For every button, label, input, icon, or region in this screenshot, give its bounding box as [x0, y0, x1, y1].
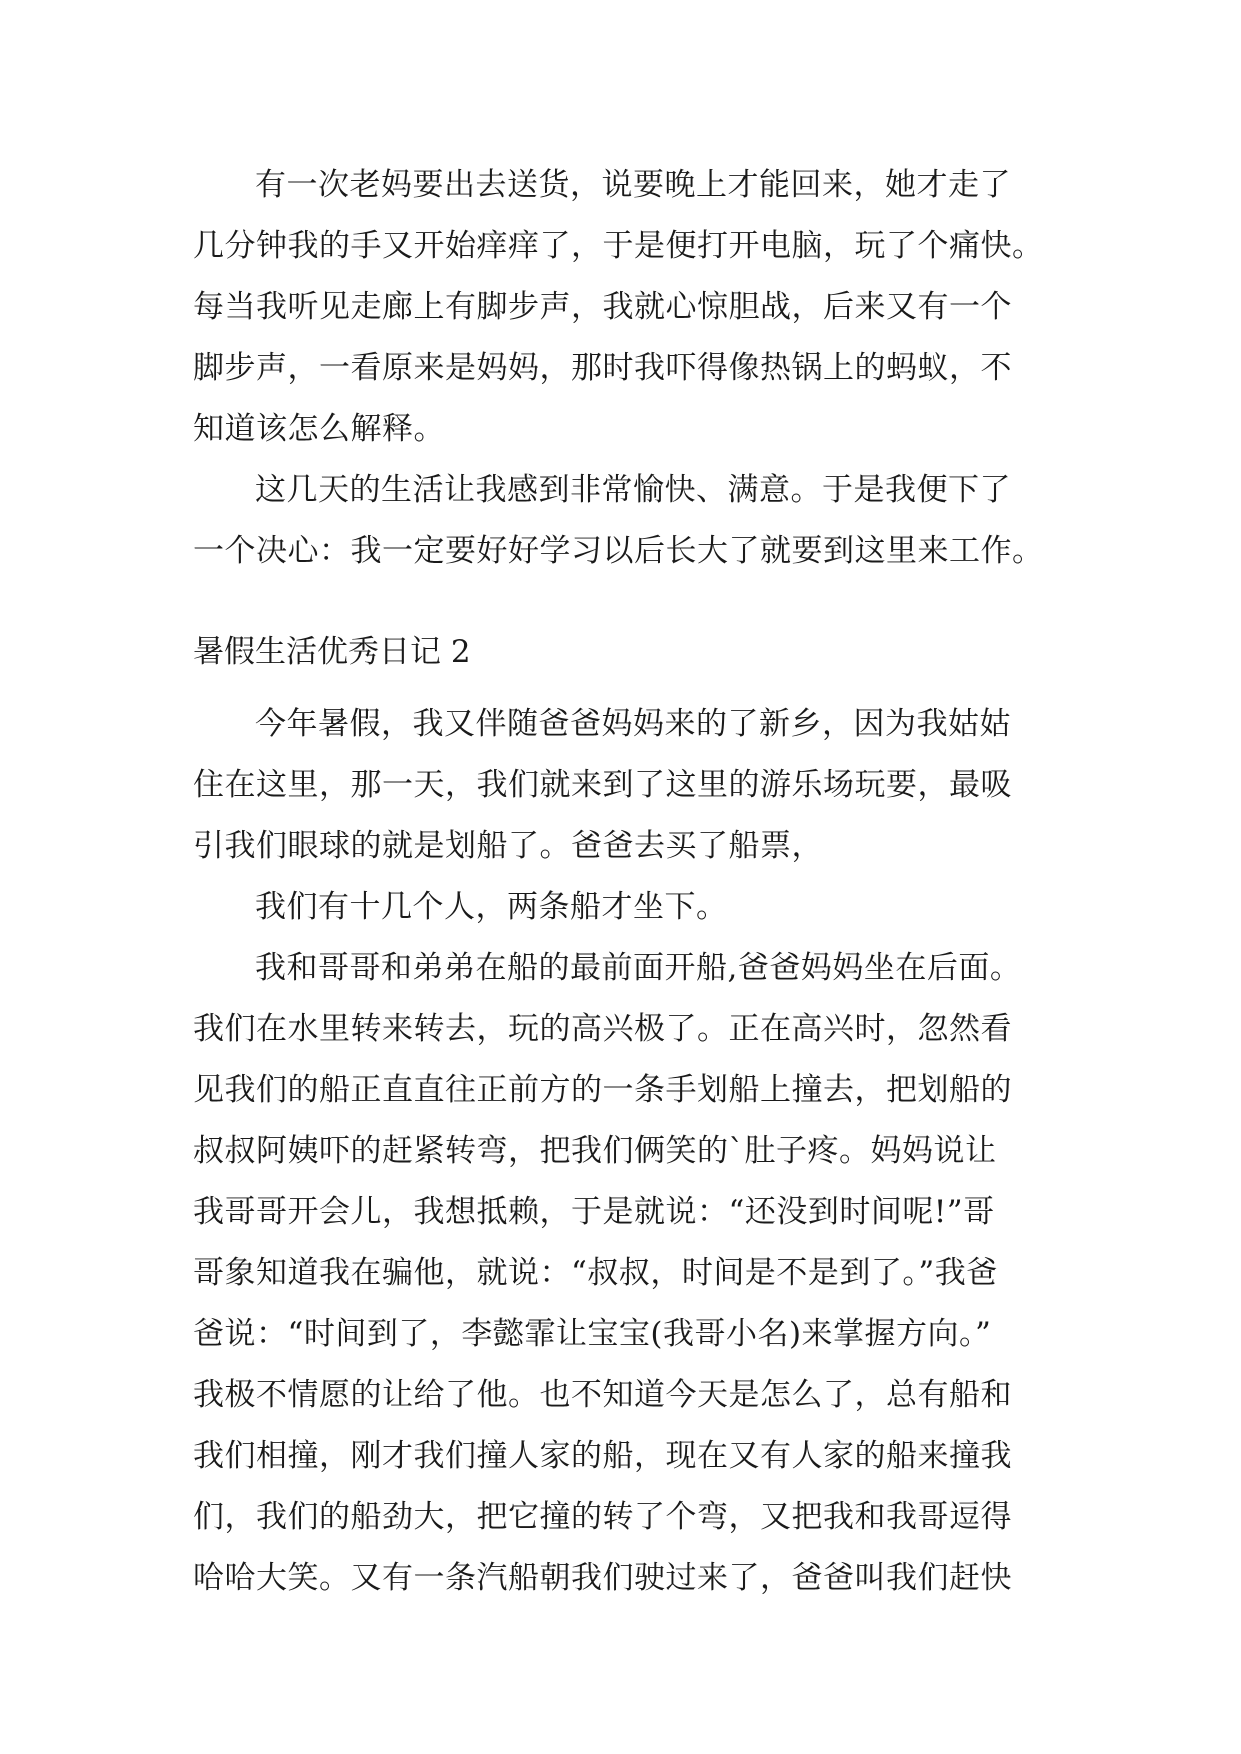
paragraph-line: 哥象知道我在骗他，就说：“叔叔，时间是不是到了。”我爸	[193, 1255, 998, 1291]
paragraph-line: 有一次老妈要出去送货，说要晚上才能回来，她才走了	[255, 167, 1011, 203]
paragraph-line: 爸说：“时间到了，李懿霏让宝宝(我哥小名)来掌握方向。”	[193, 1316, 992, 1352]
paragraph-line: 一个决心：我一定要好好学习以后长大了就要到这里来工作。	[193, 533, 1044, 569]
paragraph-line: 见我们的船正直直往正前方的一条手划船上撞去，把划船的	[193, 1072, 1012, 1108]
paragraph-line: 几分钟我的手又开始痒痒了，于是便打开电脑，玩了个痛快。	[193, 228, 1044, 264]
paragraph-line: 们，我们的船劲大，把它撞的转了个弯，又把我和我哥逗得	[193, 1499, 1012, 1535]
paragraph-line: 我们有十几个人，两条船才坐下。	[255, 889, 728, 925]
paragraph-line: 知道该怎么解释。	[193, 411, 445, 447]
section-heading: 暑假生活优秀日记 2	[193, 634, 471, 670]
paragraph-line: 住在这里，那一天，我们就来到了这里的游乐场玩要，最吸	[193, 767, 1012, 803]
paragraph-line: 这几天的生活让我感到非常愉快、满意。于是我便下了	[255, 472, 1011, 508]
paragraph-line: 哈哈大笑。又有一条汽船朝我们驶过来了，爸爸叫我们赶快	[193, 1560, 1012, 1596]
paragraph-line: 脚步声，一看原来是妈妈，那时我吓得像热锅上的蚂蚁，不	[193, 350, 1012, 386]
paragraph-line: 每当我听见走廊上有脚步声，我就心惊胆战，后来又有一个	[193, 289, 1012, 325]
paragraph-line: 我们相撞，刚才我们撞人家的船，现在又有人家的船来撞我	[193, 1438, 1012, 1474]
paragraph-line: 我极不情愿的让给了他。也不知道今天是怎么了，总有船和	[193, 1377, 1012, 1413]
diary-section-2	[193, 694, 1053, 1609]
paragraph-line: 叔叔阿姨吓的赶紧转弯，把我们俩笑的`肚子疼。妈妈说让	[193, 1133, 997, 1169]
paragraph-line: 我和哥哥和弟弟在船的最前面开船,爸爸妈妈坐在后面。	[255, 950, 1022, 986]
paragraph-line: 今年暑假，我又伴随爸爸妈妈来的了新乡，因为我姑姑	[255, 706, 1011, 742]
paragraph-line: 我哥哥开会儿，我想抵赖，于是就说：“还没到时间呢!”哥	[193, 1194, 995, 1230]
paragraph-line: 我们在水里转来转去，玩的高兴极了。正在高兴时，忽然看	[193, 1011, 1012, 1047]
diary-section-1	[193, 155, 1053, 582]
paragraph-line: 引我们眼球的就是划船了。爸爸去买了船票，	[193, 828, 823, 864]
